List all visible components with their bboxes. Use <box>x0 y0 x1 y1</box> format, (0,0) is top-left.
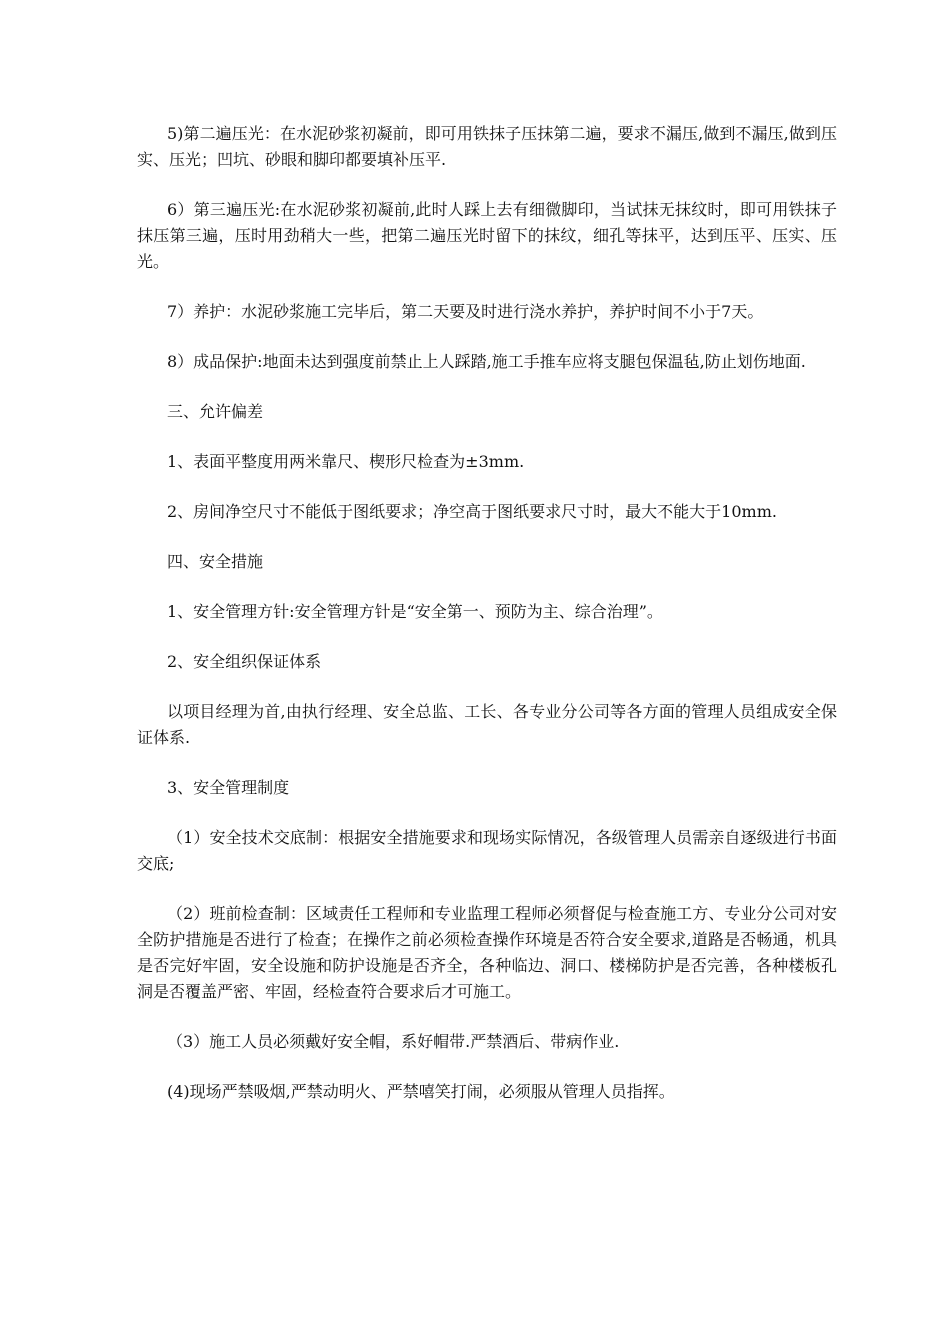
document-page <box>137 121 837 1129</box>
paragraph-safety-organization: 以项目经理为首,由执行经理、安全总监、工长、各专业分公司等各方面的管理人员组成安全保证体系. <box>137 702 837 747</box>
paragraph-safety-rule-1: （1）安全技术交底制：根据安全措施要求和现场实际情况，各级管理人员需亲自逐级进行书面交底; <box>137 828 837 873</box>
paragraph-safety-rule-4: (4)现场严禁吸烟,严禁动明火、严禁嘻笑打闹，必须服从管理人员指挥。 <box>167 1082 675 1101</box>
paragraph-tolerance-2: 2、房间净空尺寸不能低于图纸要求；净空高于图纸要求尺寸时，最大不能大于10mm. <box>167 502 777 521</box>
section-heading-safety: 四、安全措施 <box>167 552 264 571</box>
paragraph-safety-organization-title: 2、安全组织保证体系 <box>167 652 322 671</box>
paragraph-step-5: 5)第二遍压光：在水泥砂浆初凝前，即可用铁抹子压抹第二遍，要求不漏压,做到不漏压,做到压实、压光；凹坑、砂眼和脚印都要填补压平. <box>137 124 837 169</box>
paragraph-step-7: 7）养护：水泥砂浆施工完毕后，第二天要及时进行浇水养护，养护时间不小于7天。 <box>167 302 764 321</box>
paragraph-tolerance-1: 1、表面平整度用两米靠尺、楔形尺检查为±3mm. <box>167 452 525 471</box>
paragraph-safety-rule-2: （2）班前检查制：区域责任工程师和专业监理工程师必须督促与检查施工方、专业分公司对安全防护措施是否进行了检查；在操作之前必须检查操作环境是否符合安全要求,道路是否畅通，机具是否完好牢固，安全设施和防护设施是否齐全，各种临边、洞口、楼梯防护是否完善，各种楼板孔洞是否覆盖严密、牢固，经检查符合要求后才可施工。 <box>137 904 837 1001</box>
paragraph-safety-system-title: 3、安全管理制度 <box>167 778 290 797</box>
section-heading-tolerance: 三、允许偏差 <box>167 402 264 421</box>
paragraph-safety-policy: 1、安全管理方针:安全管理方针是“安全第一、预防为主、综合治理”。 <box>167 602 663 621</box>
paragraph-step-6: 6）第三遍压光:在水泥砂浆初凝前,此时人踩上去有细微脚印，当试抹无抹纹时，即可用铁抹子抹压第三遍，压时用劲稍大一些，把第二遍压光时留下的抹纹，细孔等抹平，达到压平、压实、压光。 <box>137 200 837 271</box>
paragraph-safety-rule-3: （3）施工人员必须戴好安全帽，系好帽带.严禁酒后、带病作业. <box>167 1032 620 1051</box>
paragraph-step-8: 8）成品保护:地面未达到强度前禁止上人踩踏,施工手推车应将支腿包保温毡,防止划伤地面. <box>167 352 806 371</box>
